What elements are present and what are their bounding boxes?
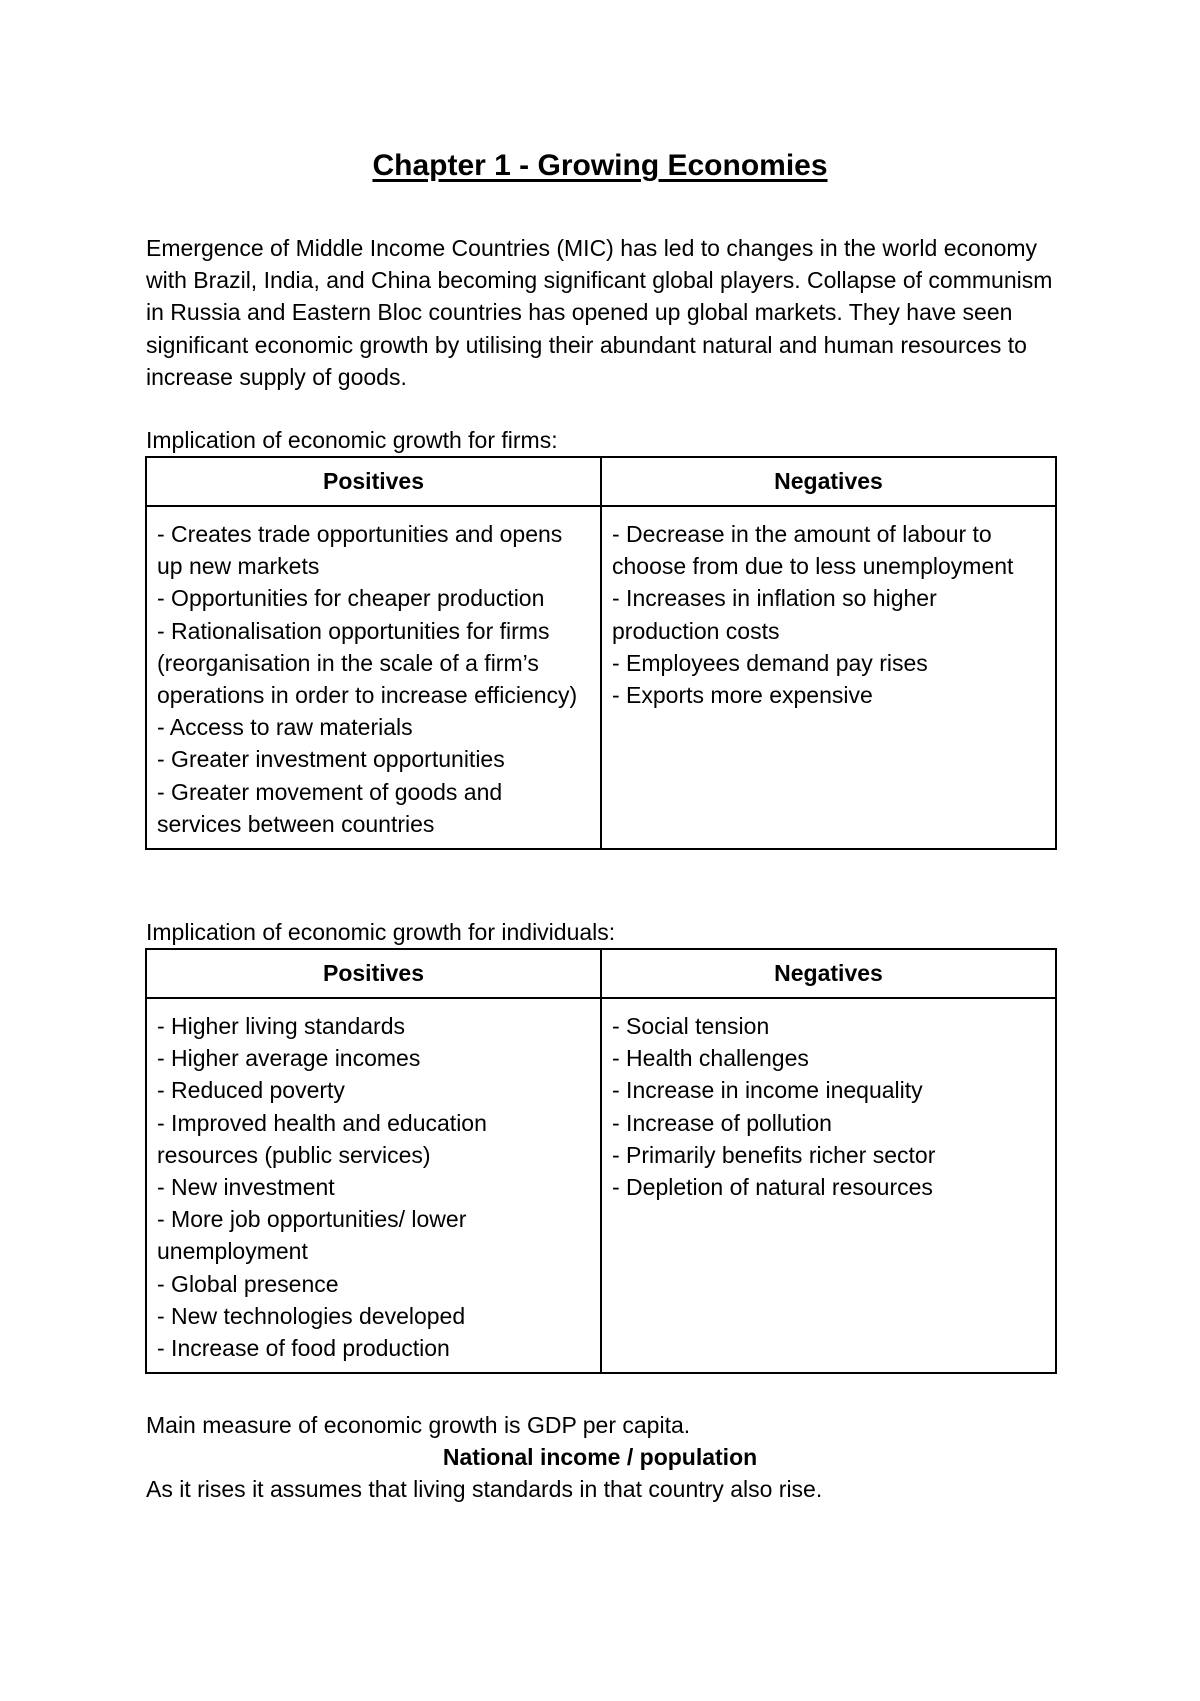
individuals-table: [145, 948, 1057, 1374]
list-item: - Greater investment opportunities: [157, 746, 505, 773]
individuals-negatives-header: Negatives: [601, 949, 1056, 998]
list-item: - Increase of pollution: [612, 1109, 832, 1136]
list-item: - Access to raw materials: [157, 714, 413, 741]
list-item: - Opportunities for cheaper production: [157, 585, 545, 612]
firms-negatives-header: Negatives: [601, 457, 1056, 506]
table-header-row: [146, 949, 1056, 998]
firms-negatives-cell: [601, 506, 1056, 849]
list-item: - Increase in income inequality: [612, 1077, 923, 1104]
list-item: - Increases in inflation so higher production costs: [612, 585, 937, 644]
list-item: - Increase of food production: [157, 1335, 450, 1362]
firms-positives-header: Positives: [146, 457, 601, 506]
individuals-positives-header: Positives: [146, 949, 601, 998]
table-row: [146, 506, 1056, 849]
list-item: - New technologies developed: [157, 1302, 466, 1329]
gdp-formula: National income / population: [442, 1444, 758, 1470]
list-item: - Employees demand pay rises: [612, 649, 928, 676]
intro-paragraph: Emergence of Middle Income Countries (MIC) has led to changes in the world economy with Brazil, India, and China becoming significant global players. Collapse of communism in Russia and Eastern Bloc countries has opened up global markets. They have seen significant economic growth by utilising their abundant natural and human resources to increase supply of goods.: [146, 235, 1053, 390]
individuals-table-caption: Implication of economic growth for individuals:: [146, 919, 616, 945]
list-item: - Greater movement of goods and services between countries: [157, 778, 503, 837]
list-item: - Primarily benefits richer sector: [612, 1141, 936, 1168]
firms-table: [145, 456, 1057, 850]
list-item: - Social tension: [612, 1013, 770, 1039]
list-item: - More job opportunities/ lower unemployment: [157, 1206, 467, 1265]
firms-table-caption: Implication of economic growth for firms:: [146, 427, 558, 453]
list-item: - Health challenges: [612, 1045, 809, 1072]
list-item: - Rationalisation opportunities for firms (reorganisation in the scale of a firm’s operations in order to increase efficiency): [157, 617, 578, 709]
list-item: - Creates trade opportunities and opens up new markets: [157, 521, 563, 580]
list-item: - Decrease in the amount of labour to choose from due to less unemployment: [612, 521, 1014, 580]
page-title: Chapter 1 - Growing Economies: [372, 149, 828, 182]
conclusion-text: As it rises it assumes that living standards in that country also rise.: [146, 1476, 823, 1502]
table-header-row: [146, 457, 1056, 506]
firms-positives-cell: [146, 506, 601, 849]
table-row: [146, 998, 1056, 1373]
individuals-positives-cell: [146, 998, 601, 1373]
list-item: - Depletion of natural resources: [612, 1174, 933, 1201]
list-item: - Global presence: [157, 1270, 339, 1297]
measure-text: Main measure of economic growth is GDP per capita.: [146, 1412, 691, 1438]
list-item: - Higher average incomes: [157, 1045, 421, 1072]
list-item: - Improved health and education resources (public services): [157, 1109, 487, 1168]
list-item: - Exports more expensive: [612, 682, 873, 709]
list-item: - New investment: [157, 1174, 335, 1201]
list-item: - Higher living standards: [157, 1013, 406, 1039]
individuals-negatives-cell: [601, 998, 1056, 1373]
list-item: - Reduced poverty: [157, 1077, 345, 1104]
